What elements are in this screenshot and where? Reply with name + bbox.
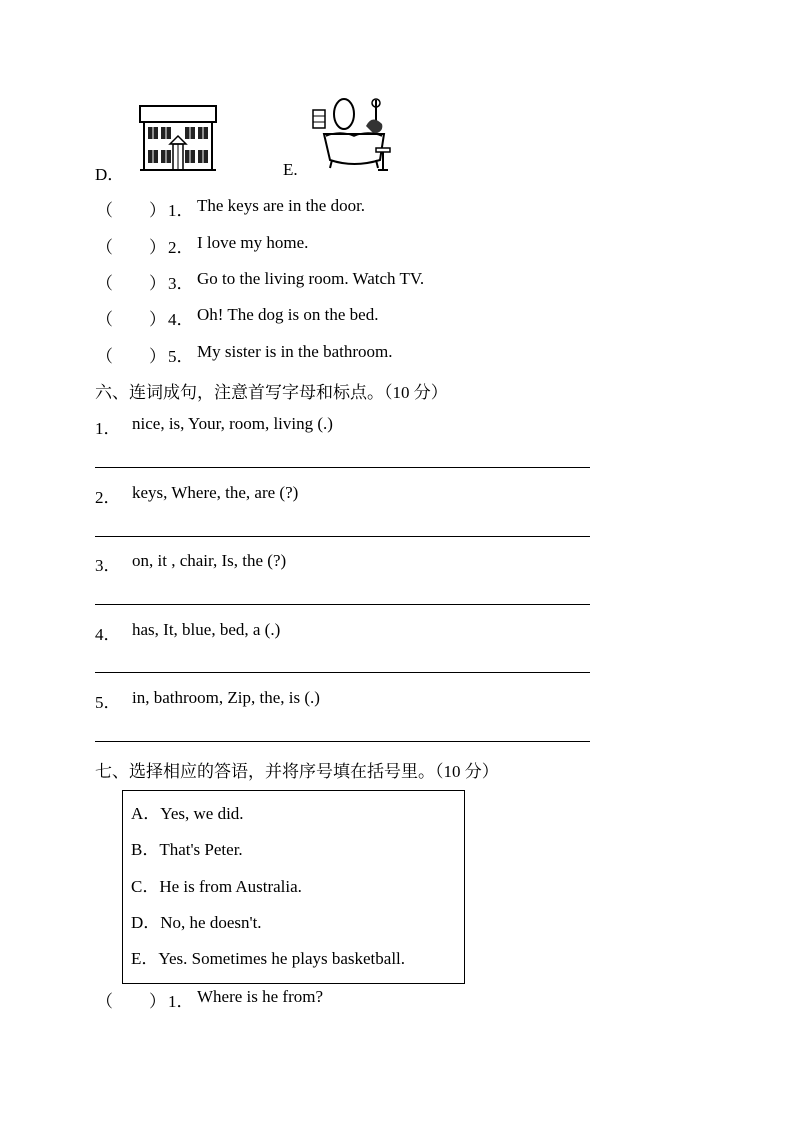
answer-line[interactable]: [95, 467, 590, 468]
answer-open-paren[interactable]: （: [96, 310, 113, 329]
answer-close-paren: ）: [149, 992, 166, 1011]
answer-option: A．Yes, we did.: [131, 804, 244, 823]
answer-line[interactable]: [95, 672, 590, 673]
answer-line[interactable]: [95, 536, 590, 537]
answer-close-paren: ）: [149, 347, 166, 366]
answer-line[interactable]: [95, 741, 590, 742]
section-seven-title: 七、选择相应的答语，并将序号填在括号里。（10 分）: [95, 762, 499, 781]
answer-open-paren[interactable]: （: [96, 201, 113, 220]
question-number: 1．: [168, 992, 194, 1011]
reorder-words: on, it , chair, Is, the (?): [132, 551, 287, 570]
answer-option: C．He is from Australia.: [131, 877, 302, 896]
house-icon: [138, 104, 218, 172]
answer-close-paren: ）: [149, 238, 166, 257]
answer-line[interactable]: [95, 604, 590, 605]
matching-number: 5．: [168, 347, 194, 366]
matching-sentence: The keys are in the door.: [197, 196, 366, 215]
question-text: Where is he from?: [197, 987, 324, 1006]
reorder-words: has, It, blue, bed, a (.): [132, 620, 281, 639]
picture-label-d: D．: [95, 165, 125, 184]
matching-number: 1．: [168, 201, 194, 220]
reorder-number: 2．: [95, 488, 121, 507]
reorder-number: 4．: [95, 625, 121, 644]
answer-open-paren[interactable]: （: [96, 238, 113, 257]
answer-option: B．That's Peter.: [131, 840, 243, 859]
bathtub-icon: [310, 96, 394, 174]
answer-close-paren: ）: [149, 201, 166, 220]
answer-option: E．Yes. Sometimes he plays basketball.: [131, 949, 406, 968]
reorder-words: keys, Where, the, are (?): [132, 483, 299, 502]
reorder-number: 5．: [95, 693, 121, 712]
matching-number: 4．: [168, 310, 194, 329]
answer-option: D．No, he doesn't.: [131, 913, 262, 932]
reorder-words: in, bathroom, Zip, the, is (.): [132, 688, 320, 707]
answer-close-paren: ）: [149, 274, 166, 293]
matching-sentence: My sister is in the bathroom.: [197, 342, 393, 361]
reorder-words: nice, is, Your, room, living (.): [132, 414, 333, 433]
answer-open-paren[interactable]: （: [96, 992, 113, 1011]
answer-open-paren[interactable]: （: [96, 347, 113, 366]
reorder-number: 1．: [95, 419, 121, 438]
reorder-number: 3．: [95, 556, 121, 575]
matching-sentence: Go to the living room. Watch TV.: [197, 269, 425, 288]
answer-open-paren[interactable]: （: [96, 274, 113, 293]
matching-number: 3．: [168, 274, 194, 293]
answer-close-paren: ）: [149, 310, 166, 329]
section-six-title: 六、连词成句，注意首写字母和标点。（10 分）: [95, 383, 448, 402]
picture-label-e: E.: [283, 160, 298, 179]
matching-number: 2．: [168, 238, 194, 257]
matching-sentence: I love my home.: [197, 233, 309, 252]
matching-sentence: Oh! The dog is on the bed.: [197, 305, 379, 324]
